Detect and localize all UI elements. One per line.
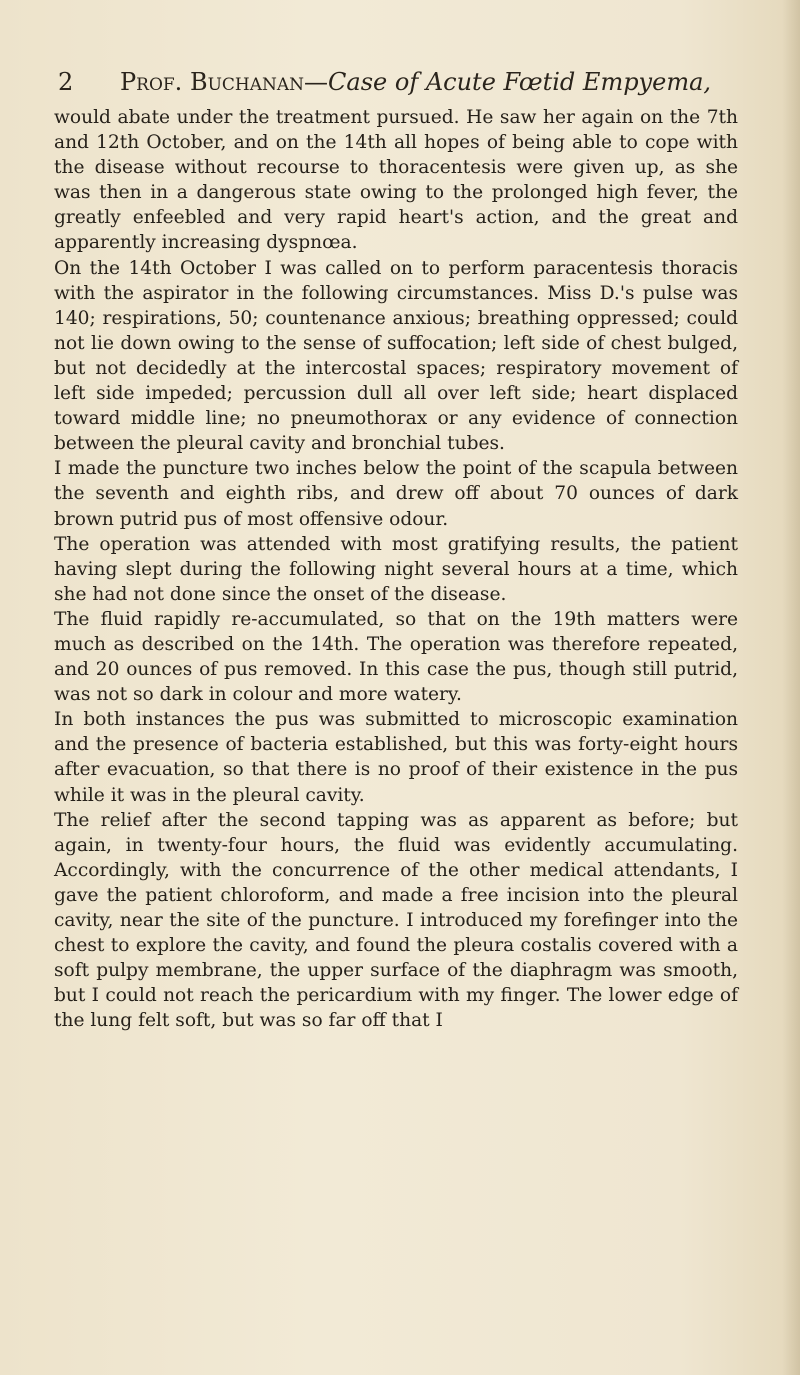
paragraph: The operation was attended with most gratifying results, the patient having slept during the following night several hours at a time, which she had not done since the onset of the disease. bbox=[54, 533, 738, 605]
header-title: Case of Acute Fœtid Empyema, bbox=[328, 68, 712, 96]
paragraph: On the 14th October I was called on to perform paracentesis thoracis with the aspirator in the following circumstances. Miss D.'s pulse was 140; respirations, 50; countenance anxious; breathing oppressed; could not lie down owing to the sense of suffocation; left side of chest bulged, but not decidedly at the intercostal spaces; respiratory movement of left side impeded; percussion dull all over left side; heart displaced toward middle line; no pneumothorax or any evidence of connection between the pleural cavity and bronchial tubes. bbox=[54, 257, 738, 455]
paragraph: In both instances the pus was submitted to microscopic examination and the presence of bacteria established, but this was forty-eight hours after evacuation, so that there is no proof of their existence in the pus while it was in the pleural cavity. bbox=[54, 709, 738, 806]
page-edge-shadow bbox=[782, 0, 800, 1375]
paragraph: The relief after the second tapping was as apparent as before; but again, in twenty-four hours, the fluid was evidently accumulating. Accordingly, with the concurrence of the other medical attendants, I gave the patient chloroform, and made a free incision into the pleural cavity, near the site of the puncture. I introduced my forefinger into the chest to explore the cavity, and found the pleura costalis covered with a soft pulpy membrane, the upper surface of the diaphragm was smooth, but I could not reach the pericardium with my finger. The lower edge of the lung felt soft, but was so far off that I bbox=[54, 809, 738, 1032]
paragraph: I made the puncture two inches below the point of the scapula between the seventh and eighth ribs, and drew off about 70 ounces of dark brown putrid pus of most offensive odour. bbox=[54, 458, 738, 530]
body-text bbox=[54, 105, 738, 1033]
header-author: Prof. Buchanan— bbox=[120, 68, 329, 96]
page-number: 2 bbox=[58, 68, 74, 96]
paragraph: would abate under the treatment pursued. He saw her again on the 7th and 12th October, and on the 14th all hopes of being able to cope with the disease without recourse to thoracentesis were given up, as she was then in a dangerous state owing to the prolonged high fever, the greatly enfeebled and very rapid heart's action, and the great and apparently increasing dyspnœa. bbox=[54, 107, 738, 254]
running-header bbox=[58, 68, 758, 96]
paragraph: The fluid rapidly re-accumulated, so that on the 19th matters were much as described on the 14th. The operation was therefore repeated, and 20 ounces of pus removed. In this case the pus, though still putrid, was not so dark in colour and more watery. bbox=[54, 608, 738, 706]
